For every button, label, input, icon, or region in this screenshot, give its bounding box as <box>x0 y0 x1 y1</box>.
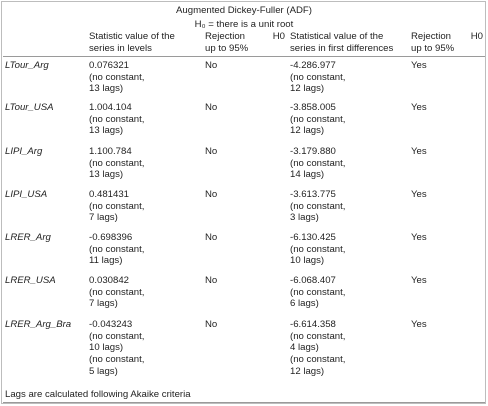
row-diff-reject: Yes <box>411 275 427 286</box>
level-note: (no constant, <box>89 113 145 125</box>
header-stat-diffs <box>290 31 408 54</box>
header-stat-diffs-line1: Statistical value of the <box>290 31 384 42</box>
level-note: (no constant, <box>89 157 145 169</box>
diff-note: (no constant, <box>290 243 346 255</box>
row-diff-reject: Yes <box>411 319 427 330</box>
level-value: 0.481431 <box>89 189 130 200</box>
row-var-label: LTour_Arg <box>5 60 49 71</box>
row-level-stat <box>89 275 144 310</box>
level-note: 7 lags) <box>89 212 118 224</box>
row-diff-stat <box>290 232 345 267</box>
row-level-reject: No <box>205 275 218 286</box>
diff-note: 6 lags) <box>290 298 319 310</box>
table-subtitle: H₀ = there is a unit root <box>194 19 294 30</box>
row-diff-stat <box>290 146 345 181</box>
diff-note: (no constant, <box>290 157 346 169</box>
level-note: 13 lags) <box>89 125 124 137</box>
diff-value: -3.858.005 <box>290 102 336 113</box>
row-level-stat <box>89 102 144 137</box>
level-note: (no constant, <box>89 71 145 83</box>
row-var-label: LRER_Arg <box>5 232 51 243</box>
diff-note: 12 lags) <box>290 365 325 377</box>
row-diff-reject: Yes <box>411 60 427 71</box>
header-reject-diffs-line2: up to 95% <box>411 42 455 54</box>
diff-note: 10 lags) <box>290 255 325 267</box>
diff-value: -4.286.977 <box>290 60 336 71</box>
level-value: 1.100.784 <box>89 146 132 157</box>
row-level-reject: No <box>205 189 218 200</box>
level-note: 13 lags) <box>89 169 124 181</box>
diff-note: 14 lags) <box>290 169 325 181</box>
row-var-label: LIPI_Arg <box>5 146 43 157</box>
level-note: 11 lags) <box>89 255 123 267</box>
diff-note: 12 lags) <box>290 83 325 95</box>
row-var-label: LIPI_USA <box>5 189 48 200</box>
row-diff-stat <box>290 275 345 310</box>
diff-note: 3 lags) <box>290 212 319 224</box>
header-stat-levels-line1: Statistic value of the <box>89 31 175 42</box>
row-var-label: LRER_USA <box>5 275 56 286</box>
header-reject-diffs <box>411 31 483 54</box>
header-reject-diffs-word: Rejection <box>411 31 451 42</box>
header-reject-levels-word: Rejection <box>205 31 245 42</box>
header-stat-diffs-line2: series in first differences <box>290 42 394 54</box>
row-diff-reject: Yes <box>411 102 427 113</box>
header-reject-levels-line2: up to 95% <box>205 42 249 54</box>
row-diff-stat <box>290 319 345 378</box>
level-note: 5 lags) <box>89 365 118 377</box>
diff-value: -6.130.425 <box>290 232 336 243</box>
header-reject-levels <box>205 31 285 54</box>
header-stat-levels-line2: series in levels <box>89 42 152 54</box>
row-level-stat <box>89 146 144 181</box>
row-level-stat <box>89 232 144 267</box>
diff-note: (no constant, <box>290 330 346 342</box>
header-reject-diffs-h0: H0 <box>470 31 483 42</box>
diff-value: -3.613.775 <box>290 189 336 200</box>
level-note: (no constant, <box>89 200 145 212</box>
row-var-label: LTour_USA <box>5 102 54 113</box>
level-note: (no constant, <box>89 330 145 342</box>
diff-note: (no constant, <box>290 354 346 366</box>
level-note: 7 lags) <box>89 298 118 310</box>
level-value: 1.004.104 <box>89 102 132 113</box>
row-diff-stat <box>290 60 345 95</box>
diff-note: (no constant, <box>290 113 346 125</box>
row-var-label: LRER_Arg_Bra <box>5 319 72 330</box>
level-value: 0.030842 <box>89 275 130 286</box>
diff-note: 12 lags) <box>290 125 325 137</box>
level-note: 10 lags) <box>89 342 124 354</box>
row-diff-stat <box>290 189 345 224</box>
diff-value: -6.068.407 <box>290 275 336 286</box>
level-value: -0.043243 <box>89 319 133 330</box>
row-level-stat <box>89 60 144 95</box>
level-value: 0.076321 <box>89 60 130 71</box>
level-note: (no constant, <box>89 243 145 255</box>
level-value: -0.698396 <box>89 232 133 243</box>
diff-note: (no constant, <box>290 71 346 83</box>
row-level-reject: No <box>205 146 218 157</box>
header-reject-levels-h0: H0 <box>272 31 285 42</box>
footnote: Lags are calculated following Akaike criteria <box>5 389 191 400</box>
table-title: Augmented Dickey-Fuller (ADF) <box>176 5 312 16</box>
row-level-stat <box>89 189 144 224</box>
row-level-stat <box>89 319 144 378</box>
row-level-reject: No <box>205 60 218 71</box>
bottom-rule <box>3 402 485 403</box>
row-level-reject: No <box>205 102 218 113</box>
row-level-reject: No <box>205 319 218 330</box>
row-level-reject: No <box>205 232 218 243</box>
level-note: 13 lags) <box>89 83 124 95</box>
diff-note: (no constant, <box>290 200 346 212</box>
header-divider <box>3 56 485 57</box>
diff-value: -6.614.358 <box>290 319 336 330</box>
row-diff-reject: Yes <box>411 189 427 200</box>
level-note: (no constant, <box>89 354 145 366</box>
row-diff-reject: Yes <box>411 146 427 157</box>
level-note: (no constant, <box>89 286 145 298</box>
diff-note: 4 lags) <box>290 342 319 354</box>
diff-value: -3.179.880 <box>290 146 336 157</box>
row-diff-stat <box>290 102 345 137</box>
diff-note: (no constant, <box>290 286 346 298</box>
row-diff-reject: Yes <box>411 232 427 243</box>
header-stat-levels <box>89 31 197 54</box>
